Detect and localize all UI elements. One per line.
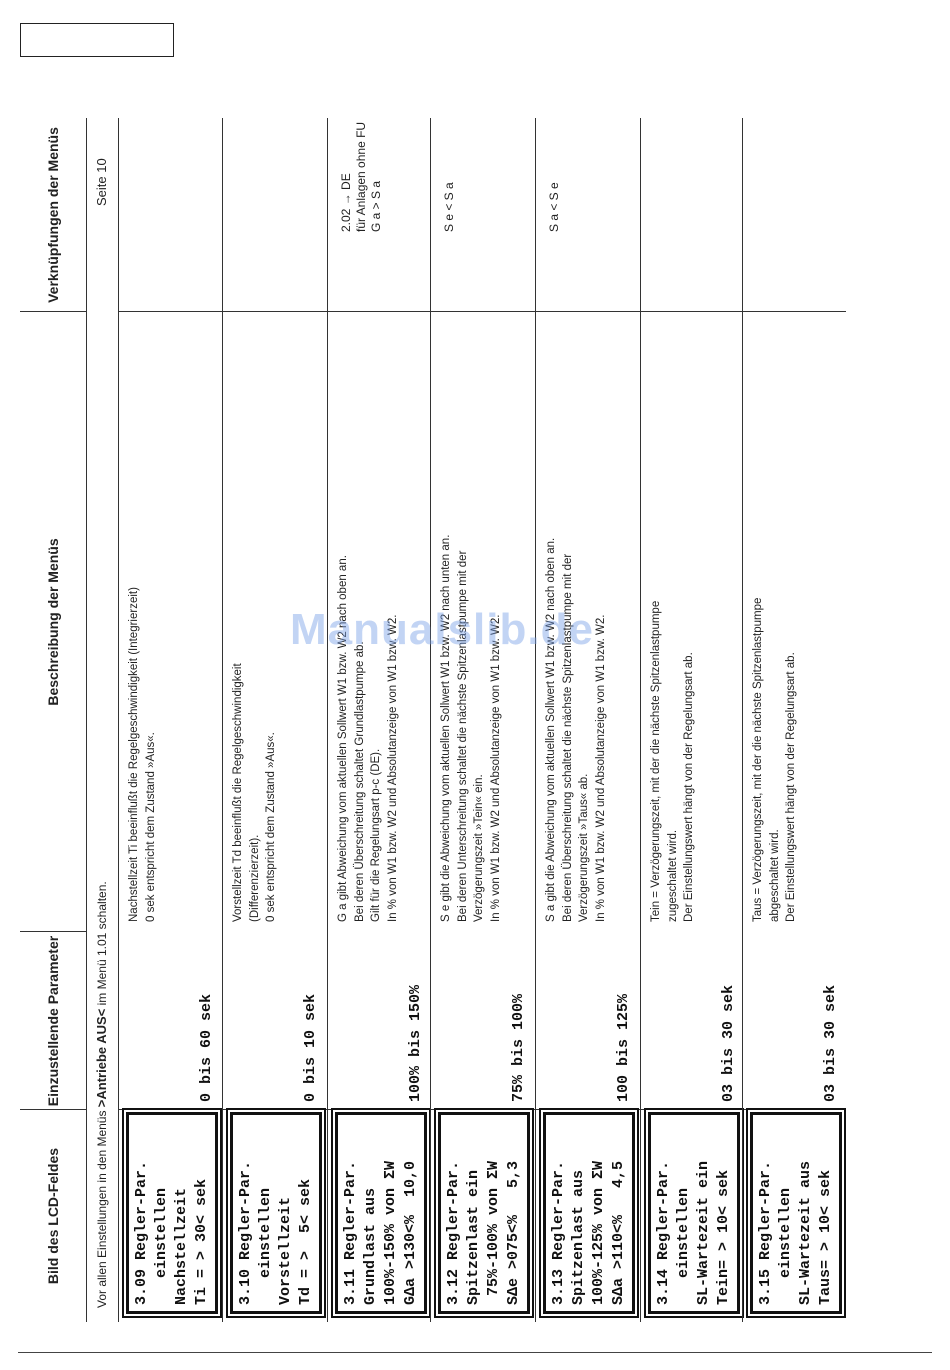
lcd-display xyxy=(438,1112,530,1314)
table-header xyxy=(20,118,87,1322)
lcd-line: einstellen xyxy=(257,1187,274,1305)
lcd-line: 3.10 Regler-Par. xyxy=(237,1160,254,1305)
header-box xyxy=(20,23,174,57)
lcd-line: SΔe >075<% 5,3 xyxy=(505,1160,522,1305)
watermark: Manualslib.de xyxy=(290,605,594,654)
parameter-range: 03 bis 30 sek xyxy=(720,984,737,1102)
description-line: Bei deren Überschreitung schaltet Grundlastpumpe ab. xyxy=(353,641,366,922)
lcd-line: 3.13 Regler-Par. xyxy=(550,1160,567,1305)
note-text: Vor allen Einstellungen in den Menüs >Antriebe AUS< im Menü 1.01 schalten. xyxy=(94,881,109,1308)
lcd-display xyxy=(335,1112,427,1314)
link-line: G a > S a xyxy=(369,180,383,232)
description-line: Gilt für die Regelungsart p-c (DE). xyxy=(370,748,382,922)
table-row xyxy=(640,118,744,1322)
lcd-line: Spitzenlast ein xyxy=(465,1169,482,1305)
parameter-range: 0 bis 60 sek xyxy=(198,993,215,1102)
lcd-display xyxy=(230,1112,322,1314)
lcd-line: Nachstellzeit xyxy=(173,1187,190,1305)
col-param-header: Einzustellende Parameter xyxy=(45,935,61,1107)
table-row xyxy=(327,118,431,1322)
lcd-line: GΔa >130<% 10,0 xyxy=(402,1160,419,1305)
menu-links xyxy=(547,182,562,232)
lcd-line: 100%-150% von ΣW xyxy=(382,1160,399,1305)
description-line: Bei deren Unterschreitung schaltet die nächste Spitzenlastpumpe mit der xyxy=(456,550,469,922)
lcd-line: Ti = > 30< sek xyxy=(193,1178,210,1305)
page-reference: Seite 10 xyxy=(94,158,109,206)
description-line: Verzögerungszeit »Taus« ab. xyxy=(578,773,590,922)
lcd-line: einstellen xyxy=(153,1187,170,1305)
lcd-line: SL-Wartezeit ein xyxy=(695,1160,712,1305)
lcd-line: Vorstellzeit xyxy=(277,1196,294,1305)
menu-description xyxy=(335,482,401,922)
description-line: Der Einstellungswert hängt von der Regelungsart ab. xyxy=(683,652,695,922)
lcd-line: Taus= > 10< sek xyxy=(817,1169,834,1305)
description-line: (Differenzierzeit). xyxy=(248,834,261,922)
parameter-range: 100 bis 125% xyxy=(615,993,632,1102)
lcd-display xyxy=(543,1112,635,1314)
description-line: G a gibt Abweichung vom aktuellen Sollwert W1 bzw. W2 nach oben an. xyxy=(337,555,349,922)
table-row xyxy=(118,118,222,1322)
lcd-line: einstellen xyxy=(777,1187,794,1305)
menu-description xyxy=(648,482,698,922)
menu-description xyxy=(543,482,609,922)
lcd-line: Tein= > 10< sek xyxy=(715,1169,732,1305)
col-lcd-header: Bild des LCD-Feldes xyxy=(45,1147,61,1285)
lcd-display xyxy=(126,1112,218,1314)
description-line: Nachstellzeit Ti beeinflußt die Regelgeschwindigkeit (Integrierzeit) xyxy=(128,587,140,922)
description-line: 0 sek entspricht dem Zustand »Aus«. xyxy=(265,732,277,922)
table-row xyxy=(430,118,534,1322)
col-links-header: Verknüpfungen der Menüs xyxy=(45,127,61,303)
description-line: Tein = Verzögerungszeit, mit der die nächste Spitzenlastpumpe xyxy=(650,600,662,922)
lcd-line: 3.15 Regler-Par. xyxy=(757,1160,774,1305)
description-line: S a gibt die Abweichung vom aktuellen Sollwert W1 bzw. W2 nach oben an. xyxy=(545,537,557,922)
description-line: Vorstellzeit Td beeinflußt die Regelgeschwindigkeit xyxy=(232,663,244,922)
menu-description xyxy=(750,482,800,922)
description-line: Taus = Verzögerungszeit, mit der die nächste Spitzenlastpumpe xyxy=(752,597,764,922)
rotated-table xyxy=(20,118,846,1322)
link-line: S a < S e xyxy=(547,182,561,232)
description-line: 0 sek entspricht dem Zustand »Aus«. xyxy=(144,732,157,922)
lcd-line: 75%-100% von ΣW xyxy=(485,1160,502,1305)
description-line: Bei deren Überschreitung schaltet die nächste Spitzenlastpumpe mit der xyxy=(561,553,574,922)
parameter-range: 03 bis 30 sek xyxy=(822,984,839,1102)
lcd-line: einstellen xyxy=(675,1187,692,1305)
description-line: Verzögerungszeit »Tein« ein. xyxy=(473,774,485,922)
lcd-line: 3.11 Regler-Par. xyxy=(342,1160,359,1305)
description-line: In % von W1 bzw. W2 und Absolutanzeige von W1 bzw. W2. xyxy=(489,614,502,922)
lcd-display xyxy=(648,1112,740,1314)
menu-description xyxy=(126,482,159,922)
menu-description xyxy=(438,482,504,922)
description-line: zugeschaltet wird. xyxy=(666,829,679,922)
lcd-line: 3.09 Regler-Par. xyxy=(133,1160,150,1305)
col-desc-header: Beschreibung der Menüs xyxy=(45,538,61,706)
link-line: 2.02 → DE xyxy=(339,173,353,232)
parameter-range: 75% bis 100% xyxy=(510,993,527,1102)
lcd-line: 100%-125% von ΣW xyxy=(590,1160,607,1305)
table-row xyxy=(222,118,326,1322)
lcd-line: Td = > 5< sek xyxy=(297,1178,314,1305)
description-line: abgeschaltet wird. xyxy=(768,829,781,922)
table-row xyxy=(535,118,639,1322)
lcd-line: SL-Wartezeit aus xyxy=(797,1160,814,1305)
table-row xyxy=(742,118,846,1322)
description-line: In % von W1 bzw. W2 und Absolutanzeige von W1 bzw. W2. xyxy=(386,614,399,922)
parameter-range: 100% bis 150% xyxy=(407,984,424,1102)
menu-description xyxy=(230,482,280,922)
lcd-display xyxy=(750,1112,842,1314)
lcd-line: 3.12 Regler-Par. xyxy=(445,1160,462,1305)
link-line: für Anlagen ohne FU xyxy=(354,121,368,232)
footer-rule xyxy=(18,1352,932,1353)
lcd-line: Grundlast aus xyxy=(362,1187,379,1305)
description-line: S e gibt die Abweichung vom aktuellen Sollwert W1 bzw. W2 nach unten an. xyxy=(440,534,452,922)
parameter-range: 0 bis 10 sek xyxy=(302,993,319,1102)
link-line: S e < S a xyxy=(442,182,456,232)
menu-links xyxy=(339,122,384,232)
description-line: In % von W1 bzw. W2 und Absolutanzeige von W1 bzw. W2. xyxy=(594,614,607,922)
description-line: Der Einstellungswert hängt von der Regelungsart ab. xyxy=(785,652,797,922)
note-row xyxy=(86,118,119,1322)
lcd-line: SΔa >110<% 4,5 xyxy=(610,1160,627,1305)
lcd-line: Spitzenlast aus xyxy=(570,1169,587,1305)
menu-links xyxy=(442,182,457,232)
lcd-line: 3.14 Regler-Par. xyxy=(655,1160,672,1305)
